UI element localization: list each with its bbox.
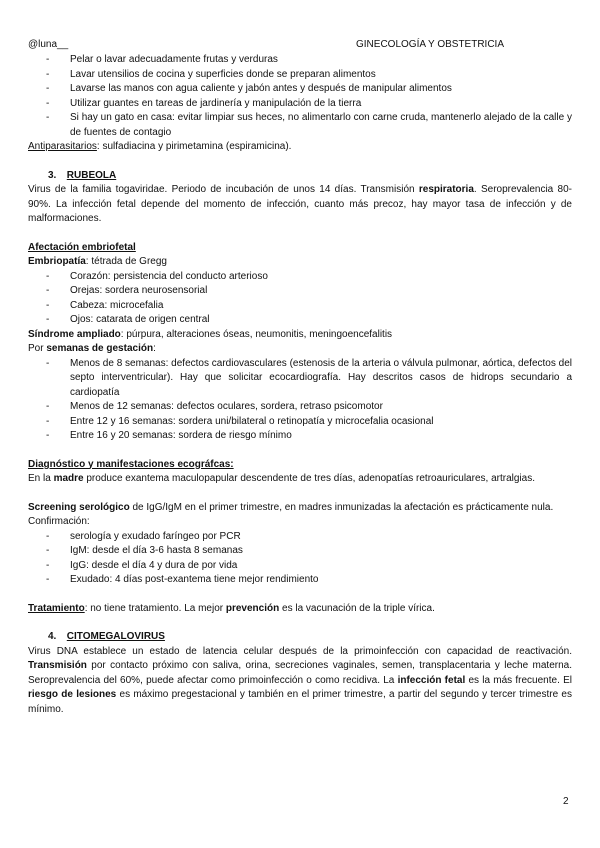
- screening-text: [28, 501, 572, 516]
- bold-text: riesgo de lesiones: [28, 689, 117, 700]
- text: es la más frecuente. El: [465, 674, 572, 686]
- text: En la: [28, 473, 54, 484]
- text: es máximo pregestacional y también en el primer trimestre, a partir del segundo y tercer trimestre es mínimo.: [28, 689, 572, 715]
- antiparasitarios-text: : sulfadiacina y pirimetamina (espiramicina).: [96, 141, 292, 152]
- header-author: @luna__: [28, 39, 69, 50]
- bold-text: madre: [53, 473, 84, 484]
- bold-text: infección fetal: [397, 674, 466, 686]
- subheading-diagnostico: Diagnóstico y manifestaciones ecográfcas:: [28, 458, 234, 470]
- list-item: - Si hay un gato en casa: evitar limpiar sus heces, no alimentarlo con carne cruda, mantenerlo alejado de la calle y de fuentes de contagio: [70, 111, 572, 140]
- list-item: - IgG: desde el día 4 y dura de por vida: [70, 559, 572, 574]
- page-content: [28, 53, 572, 717]
- diagnostico-text: [28, 472, 572, 487]
- antiparasitarios-label: Antiparasitarios: [28, 141, 97, 152]
- section-title: CITOMEGALOVIRUS: [66, 631, 165, 642]
- bold-text: Tratamiento: [28, 602, 85, 614]
- bold-text: semanas de gestación: [46, 343, 154, 354]
- antiparasitarios-line: [28, 140, 572, 155]
- bold-text: Embriopatía: [28, 256, 86, 267]
- text: produce exantema maculopapular descendente de tres días, adenopatías retroauriculares, artralgias.: [83, 473, 535, 484]
- bold-text: Transmisión: [28, 660, 87, 671]
- text: :: [153, 343, 156, 354]
- text: . Seroprevalencia 80-90%. La infección fetal depende del momento de infección, cuanto más precoz, hay mayor tasa de infección y de malformaciones.: [28, 184, 572, 224]
- text: Por: [28, 343, 47, 354]
- text: de IgG/IgM en el primer trimestre, en madres inmunizadas la afectación es prácticamente nula.: [129, 501, 554, 513]
- section-title: RUBEOLA: [66, 169, 117, 181]
- text: Virus de la familia togaviridae. Periodo de incubación de unos 14 días. Transmisión: [28, 184, 419, 195]
- text: es la vacunación de la triple vírica.: [279, 602, 435, 614]
- tratamiento-text: [28, 602, 572, 617]
- text: : tétrada de Gregg: [85, 256, 167, 267]
- section-heading-rubeola: [48, 169, 572, 184]
- semanas-list: [28, 357, 572, 444]
- text: Virus DNA establece un estado de latencia celular después de la primoinfección con capacidad de reactivación.: [28, 645, 572, 657]
- bold-text: Screening serológico: [28, 501, 130, 513]
- toxo-prevention-list: [28, 53, 572, 140]
- list-item: - Entre 16 y 20 semanas: sordera de riesgo mínimo: [70, 429, 572, 444]
- list-item: - IgM: desde el día 3-6 hasta 8 semanas: [70, 544, 572, 559]
- list-item: - Orejas: sordera neurosensorial: [70, 284, 572, 299]
- list-item: - Lavarse las manos con agua caliente y jabón antes y después de manipular alimentos: [70, 82, 572, 97]
- confirmacion-list: [28, 530, 572, 588]
- list-item: - Ojos: catarata de origen central: [70, 313, 572, 328]
- text: por contacto próximo con saliva, orina, secreciones vaginales, semen, transplacentaria y leche materna. Seroprevalencia del 60%, puede afectar como primoinfección o como recidiva. La: [28, 660, 572, 686]
- embriopatia-line: [28, 255, 572, 270]
- sindrome-line: [28, 328, 572, 343]
- bold-text: Síndrome ampliado: [28, 328, 121, 340]
- section-heading-cmv: [48, 630, 572, 645]
- header-subject: GINECOLOGÍA Y OBSTETRICIA: [356, 39, 505, 50]
- section-number: 3.: [48, 169, 57, 181]
- bold-text: respiratoria: [418, 184, 474, 195]
- list-item: - Exudado: 4 días post-exantema tiene mejor rendimiento: [70, 573, 572, 588]
- text: : no tiene tratamiento. La mejor: [84, 602, 226, 614]
- semanas-line: [28, 342, 572, 357]
- list-item: - Lavar utensilios de cocina y superficies donde se preparan alimentos: [70, 68, 572, 83]
- confirmacion-label: Confirmación:: [28, 516, 90, 527]
- rubeola-intro: [28, 183, 572, 227]
- bold-text: prevención: [225, 602, 280, 614]
- page-number: 2: [563, 796, 569, 807]
- cmv-text: [28, 645, 572, 718]
- text: : púrpura, alteraciones óseas, neumonitis, meningoencefalitis: [120, 328, 393, 340]
- list-item: - Cabeza: microcefalia: [70, 299, 572, 314]
- section-number: 4.: [48, 631, 57, 642]
- subheading-afectacion: Afectación embriofetal: [28, 241, 136, 253]
- list-item: - Corazón: persistencia del conducto arterioso: [70, 270, 572, 285]
- list-item: - Menos de 8 semanas: defectos cardiovasculares (estenosis de la arteria o válvula pulmonar, aórtica, defectos del septo interventricular). Hay que solicitar ecocardiografía. Hay descritos casos de hidrops secundario a cardiopatía: [70, 357, 572, 401]
- list-item: - Utilizar guantes en tareas de jardinería y manipulación de la tierra: [70, 97, 572, 112]
- list-item: - Entre 12 y 16 semanas: sordera uni/bilateral o retinopatía y microcefalia ocasional: [70, 415, 572, 430]
- list-item: - Menos de 12 semanas: defectos oculares, sordera, retraso psicomotor: [70, 400, 572, 415]
- gregg-list: [28, 270, 572, 328]
- list-item: - Pelar o lavar adecuadamente frutas y verduras: [70, 53, 572, 68]
- list-item: - serología y exudado faríngeo por PCR: [70, 530, 572, 545]
